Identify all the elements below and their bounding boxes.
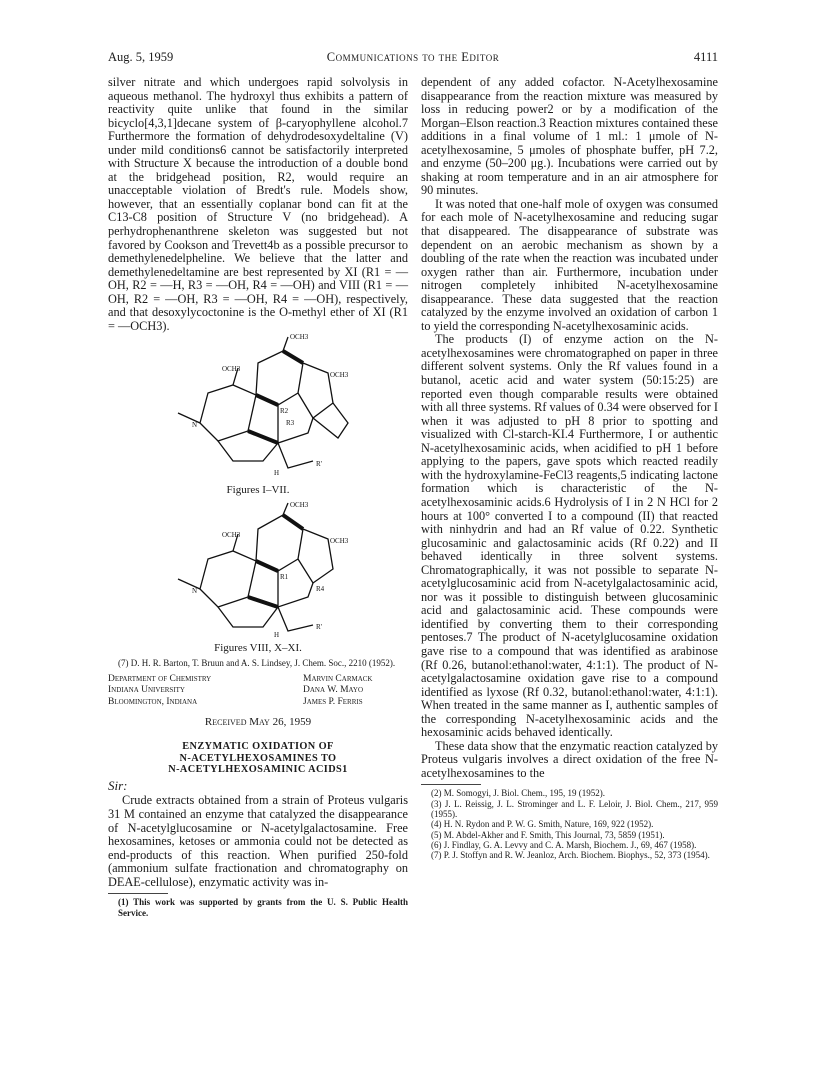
salutation: Sir: <box>108 777 128 793</box>
author-1: Marvin Carmack <box>303 673 373 684</box>
footnote-4: (4) H. N. Rydon and P. W. G. Smith, Nature, 169, 922 (1952). <box>431 819 654 830</box>
footnote-7-left: (7) D. H. R. Barton, T. Bruun and A. S. Lindsey, J. Chem. Soc., 2210 (1952). <box>118 658 396 669</box>
fig2-h-label: H <box>274 630 280 639</box>
article-title-line-2: N-ACETYLHEXOSAMINES TO <box>179 752 337 764</box>
structure-figure-1 <box>138 333 378 483</box>
structure-figure-2 <box>138 501 378 641</box>
figure-caption-1: Figures I–VII. <box>226 484 290 497</box>
affiliation-dept: Department of Chemistry <box>108 673 212 684</box>
fig1-och3-right-label: OCH3 <box>330 371 349 380</box>
received-date: Received May 26, 1959 <box>204 715 312 728</box>
right-paragraph-3: The products (I) of enzyme action on the N-acetylhexosamines were chromatographed on paper in three different solvent systems. Only the Rf values found in a butanol, acetic acid and water system (50:15:25) are reported even though comparable results were obtained with all three systems. Rf values of 0.34 were observed for I when it was adjusted to pH 8 prior to spotting and visualized with Cl-starch-KI.4 Furthermore, I or authentic N-acetylhexosaminic acids, when acidified to pH 1 before applying to the papers, gave spots which reacted readily with the hydroxylamine-FeCl3 reagents,5 indicating lactone formation which is characteristic of the N-acetylhexosaminic acids.6 Hydrolysis of I in 2 N HCl for 2 hours at 100° converted I to a compound (II) that reacted with ninhydrin and had an Rf value of 0.22. Synthetic glucosaminic and galactosaminic acids (Rf 0.22) and II behaved identically in three solvent systems. Chromatographically, it was not possible to separate N-acetylglucosaminic acid from N-acetylgalactosaminic acid, nor was it possible to distinguish between glucosaminic acid and galactosaminic acid. These compounds were identified by converting them to their corresponding pentoses.7 The product of N-acetylglucosamine oxidation gave rise to a compound that was identified as arabinose (Rf 0.26, butanol:ethanol:water, 4:1:1). The product of N-acetylgalactosamine oxidation gave rise to a compound identified as lyxose (Rf 0.32, butanol:ethanol:water, 4:1:1). When treated in the same manner as I, authentic samples of the corresponding N-acetylhexosaminic acids and the hexosaminic acids behaved identically. <box>421 332 718 740</box>
footnote-5: (5) M. Abdel-Akher and F. Smith, This Journal, 73, 5859 (1951). <box>431 829 665 840</box>
article-title <box>108 741 408 775</box>
footnote-7-right: (7) P. J. Stoffyn and R. W. Jeanloz, Arch. Biochem. Biophys., 52, 373 (1954). <box>431 850 710 861</box>
right-paragraph-2: It was noted that one-half mole of oxygen was consumed for each mole of N-acetylhexosamine and reducing sugar that disappeared. The disappearance of substrate was dependent on an aerobic mechanism as shown by a doubling of the rate when the reaction was incubated under oxygen rather than air. Furthermore, incubation under nitrogen completely inhibited N-acetylhexosamine disappearance. These data suggested that the reaction catalyzed by the enzyme involved an oxidation of carbon 1 to yield the corresponding N-acetylhexosaminic acids. <box>421 196 718 333</box>
left-paragraph-1: silver nitrate and which undergoes rapid solvolysis in aqueous methanol. The hydroxyl thus exhibits a pattern of reactivity quite unlike that found in the similar bicyclo[4,3,1]decane system of β-caryophyllene alcohol.7 Furthermore the formation of dehydrodesoxydeltaline (V) under mild conditions6 cannot be satisfactorily interpreted with Structure X because the introduction of a double bond at the bridgehead position, R2, would require an unacceptable violation of Bredt's rule. Models show, however, that an essentially coplanar bond can fit at the C13-C8 position of Structure V (no bridgehead). A perhydrophenanthrene skeleton was suggested but not favored by Cookson and Trevett4b as a possible precursor to demethylenedelpheline. We believe that the latter and demethylenedeltamine are best represented by XI (R1 = —OH, R2 = —H, R3 = —OH, R4 = —OH) and VIII (R1 = —OH, R2 = —OH, R3 = —OH, R4 = —OH), respectively, and that desoxylycoctonine is the O-methyl ether of XI (R1 = —OCH3). <box>108 75 408 333</box>
fig1-n-label: N <box>192 421 198 430</box>
affiliation-city: Bloomington, Indiana <box>108 696 198 707</box>
header-date: Aug. 5, 1959 <box>108 50 174 64</box>
affiliation-block <box>108 674 408 716</box>
page-header <box>108 50 718 66</box>
article-title-line-1: ENZYMATIC OXIDATION OF <box>182 741 334 753</box>
footnotes-right <box>421 788 718 860</box>
right-paragraph-1: dependent of any added cofactor. N-Acetylhexosamine disappearance from the reaction mixture was measured by loss in reducing power2 or by a modification of the Morgan–Elson reaction.3 Reaction mixtures contained these additions in a final volume of 1 ml.: 1 μmole of N-acetylhexosamine, 5 μmoles of phosphate buffer, pH 7.2, and enzyme (50–200 μg.). Incubations were carried out by shaking at room temperature and in an air atmosphere for 90 minutes. <box>421 75 718 198</box>
fig2-och3-top-label: OCH3 <box>290 500 309 509</box>
fig2-n-label: N <box>192 586 198 595</box>
fig1-r2-label: R2 <box>280 407 289 416</box>
footnote-rule-right <box>421 784 481 785</box>
author-2: Dana W. Mayo <box>303 685 364 696</box>
fig2-r1-label: R1 <box>280 572 289 581</box>
footnote-2: (2) M. Somogyi, J. Biol. Chem., 195, 19 (1952). <box>431 788 606 799</box>
footnote-1: (1) This work was supported by grants from the U. S. Public Health Service. <box>118 897 408 918</box>
fig1-r3-label: R3 <box>286 419 295 428</box>
left-column <box>108 76 408 918</box>
right-paragraph-4: These data show that the enzymatic reaction catalyzed by Proteus vulgaris involves a direct oxidation of the free N-acetylhexosamines to the <box>421 738 718 780</box>
fig2-och3-right-label: OCH3 <box>330 536 349 545</box>
left-paragraph-2: Crude extracts obtained from a strain of Proteus vulgaris 31 M contained an enzyme that catalyzed the disappearance of N-acetylglucosamine or N-acetylgalactosamine. Free hexosamines, ketoses or ammonia could not be detected as end-products of this reaction. When purified 250-fold (ammonium sulfate fractionation and chromatography on DEAE-cellulose), enzymatic activity was in- <box>108 793 408 889</box>
header-section: Communications to the Editor <box>326 50 500 64</box>
fig2-r4-label: R4 <box>316 584 325 593</box>
fig2-r-label: R' <box>316 622 322 631</box>
article-title-line-3: N-ACETYLHEXOSAMINIC ACIDS1 <box>168 763 348 775</box>
author-3: James P. Ferris <box>303 696 363 707</box>
fig1-och3-left-label: OCH3 <box>222 365 241 374</box>
footnote-6: (6) J. Findlay, G. A. Levvy and C. A. Marsh, Biochem. J., 69, 467 (1958). <box>431 839 697 850</box>
footnote-rule <box>108 893 168 894</box>
header-page-number: 4111 <box>693 50 718 64</box>
footnote-3: (3) J. L. Reissig, J. L. Strominger and L. F. Leloir, J. Biol. Chem., 217, 959 (1955). <box>431 798 718 820</box>
fig2-och3-left-label: OCH3 <box>222 530 241 539</box>
right-column <box>421 76 718 861</box>
fig1-h-label: H <box>274 469 280 478</box>
fig1-r-label: R' <box>316 460 322 469</box>
figure-caption-2: Figures VIII, X–XI. <box>214 641 302 654</box>
fig1-och3-top-label: OCH3 <box>290 333 309 342</box>
affiliation-univ: Indiana University <box>108 685 185 696</box>
